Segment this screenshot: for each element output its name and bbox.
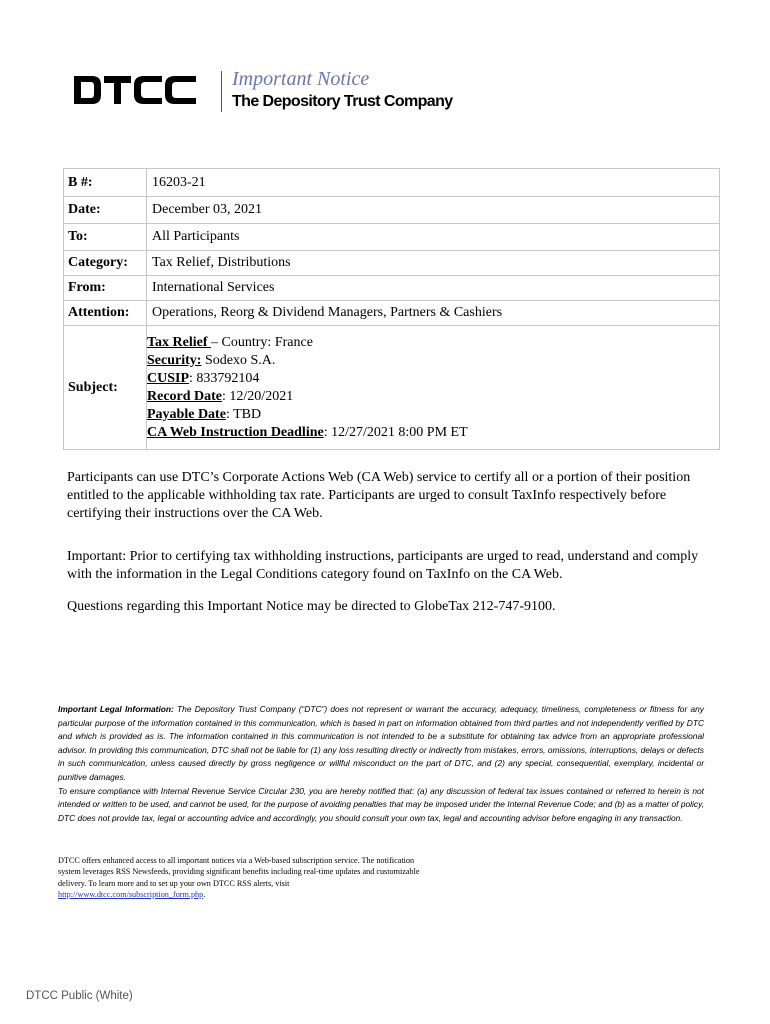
- subject-line-text: – Country: France: [211, 334, 313, 350]
- logo-divider: [221, 71, 222, 112]
- subject-line-label: Security:: [147, 352, 202, 368]
- subject-line-text: : 12/27/2021 8:00 PM ET: [323, 424, 468, 440]
- subject-line-text: : 833792104: [189, 370, 260, 386]
- body-paragraph-questions: Questions regarding this Important Notice may be directed to GlobeTax 212-747-9100.: [67, 599, 556, 614]
- table-row: [64, 169, 720, 197]
- dtcc-logo: [74, 72, 198, 108]
- row-label: To:: [64, 224, 147, 251]
- subject-line: [147, 424, 715, 442]
- table-row: [64, 276, 720, 301]
- row-value: 16203-21: [147, 169, 720, 197]
- rss-text: DTCC offers enhanced access to all important notices via a Web-based subscription service. The notification system leverages RSS Newsfeeds, providing significant benefits including real-time updates and customizable delivery. To learn more and to set up your own DTCC RSS alerts, visit: [58, 856, 420, 888]
- table-row: [64, 251, 720, 276]
- row-label: From:: [64, 276, 147, 301]
- body-paragraph-ca-web: Participants can use DTC’s Corporate Actions Web (CA Web) service to certify all or a portion of their position entitled to the applicable withholding tax rate. Participants are urged to consult TaxInfo respectively before certifying their instructions over the CA Web.: [67, 470, 691, 521]
- row-label: B #:: [64, 169, 147, 197]
- subject-line: [147, 370, 715, 388]
- row-label: Attention:: [64, 301, 147, 326]
- rss-end: .: [203, 890, 206, 900]
- subject-line: [147, 352, 715, 370]
- legal-disclaimer: [58, 703, 704, 785]
- row-value: Tax Relief, Distributions: [147, 251, 720, 276]
- subscription-link[interactable]: http://www.dtcc.com/subscription_form.php: [58, 890, 204, 900]
- subject-line-text: Sodexo S.A.: [201, 352, 276, 368]
- table-row: [64, 224, 720, 251]
- legal-label: Important Legal Information:: [58, 704, 174, 714]
- subject-details: [147, 326, 720, 450]
- subject-line-label: CA Web Instruction Deadline: [147, 424, 324, 440]
- notice-info-table: [63, 168, 720, 450]
- subject-line: [147, 334, 715, 352]
- rss-notice: [58, 855, 438, 901]
- table-row: [64, 301, 720, 326]
- row-value: December 03, 2021: [147, 197, 720, 224]
- subject-label: Subject:: [64, 326, 147, 450]
- company-name: The Depository Trust Company: [232, 93, 453, 110]
- subject-line-text: : TBD: [225, 406, 262, 422]
- subject-line-label: CUSIP: [147, 370, 190, 386]
- subject-line: [147, 406, 715, 424]
- body-paragraph-important: Important: Prior to certifying tax withholding instructions, participants are urged to read, understand and comply with the information in the Legal Conditions category found on TaxInfo on the CA Web.: [67, 549, 699, 582]
- row-value: Operations, Reorg & Dividend Managers, Partners & Cashiers: [147, 301, 720, 326]
- legal-text: The Depository Trust Company (“DTC”) does not represent or warrant the accuracy, adequacy, timeliness, completeness or fitness for any particular purpose of the information contained in this communication, which is based in part on information obtained from third parties and not independently verified by DTC and which is provided as is. The information contained in this communication is not intended to be a substitute for obtaining tax advice from an appropriate professional advisor. In providing this communication, DTC shall not be liable for (1) any loss resulting directly or indirectly from mistakes, errors, omissions, interruptions, delays or defects in such communication, unless caused directly by gross negligence or willful misconduct on the part of DTC, and (2) any special, consequential, exemplary, incidental or punitive damages.: [58, 704, 704, 782]
- legal-information: [58, 703, 704, 825]
- row-label: Date:: [64, 197, 147, 224]
- row-value: International Services: [147, 276, 720, 301]
- table-row: [64, 197, 720, 224]
- subject-row: [64, 326, 720, 450]
- subject-line-label: Tax Relief: [147, 334, 212, 350]
- row-label: Category:: [64, 251, 147, 276]
- notice-title: Important Notice: [232, 68, 370, 90]
- legal-circular-230: To ensure compliance with Internal Revenue Service Circular 230, you are hereby notified that: (a) any discussion of federal tax issues contained or referred to herein is not intended or written to be used, and cannot be used, for the purpose of avoiding penalties that may be imposed under the Internal Revenue Code; and (b) as a matter of policy, DTC does not provide tax, legal or accounting advice and accordingly, you should consult your own tax, legal and accounting advisor before engaging in any transaction.: [58, 785, 704, 823]
- classification-footer: DTCC Public (White): [26, 990, 133, 1002]
- row-value: All Participants: [147, 224, 720, 251]
- subject-line-label: Payable Date: [147, 406, 226, 422]
- subject-line-label: Record Date: [147, 388, 223, 404]
- subject-line: [147, 388, 715, 406]
- subject-line-text: : 12/20/2021: [222, 388, 294, 404]
